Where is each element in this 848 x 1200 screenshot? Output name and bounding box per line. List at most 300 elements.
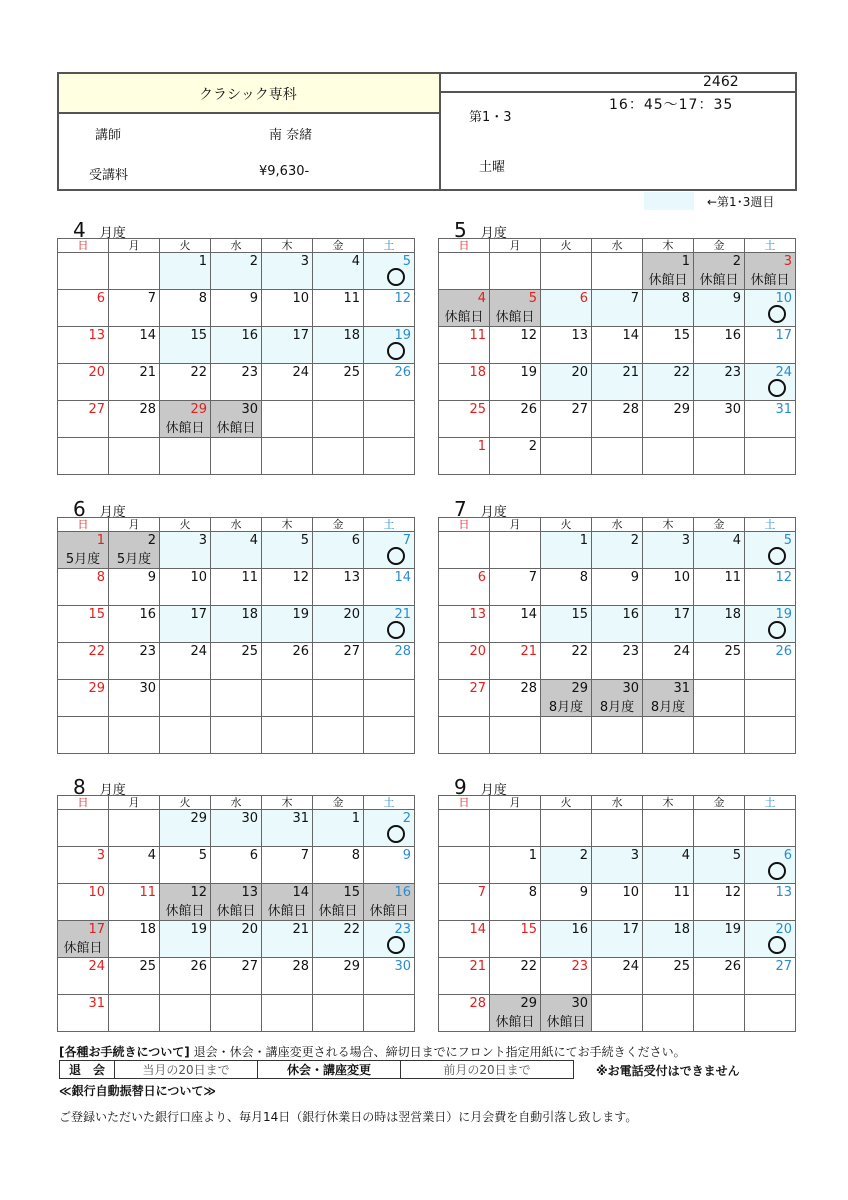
course-header [57,72,797,191]
day-cell [109,995,160,1032]
day-cell [592,606,643,643]
weekday-header: 月 [490,239,541,253]
leave-deadline: 前月の20日まで [401,1061,574,1079]
day-cell [541,606,592,643]
day-number: 17 [775,328,792,343]
weekday-header: 木 [262,796,313,810]
day-cell [745,810,796,847]
day-number: 7 [147,291,156,306]
day-cell [694,327,745,364]
weekday-header: 土 [364,796,415,810]
day-note: 休館日 [165,904,205,919]
day-number: 17 [190,607,207,622]
day-number: 7 [402,533,411,548]
lesson-circle-icon [387,825,405,843]
weekday-header: 木 [643,239,694,253]
day-number: 5 [732,848,741,863]
lesson-circle-icon [768,862,786,880]
day-cell [364,327,415,364]
day-number: 24 [292,365,309,380]
day-number: 18 [724,607,741,622]
day-cell [211,364,262,401]
day-number: 4 [351,254,360,269]
day-cell [160,327,211,364]
day-cell [439,643,490,680]
day-number: 28 [469,996,486,1011]
day-number: 4 [477,291,486,306]
day-cell [439,327,490,364]
procedures-line [59,1043,686,1060]
day-number: 11 [241,570,258,585]
day-cell [745,290,796,327]
month-title: 8 月度 [73,775,126,799]
weekday-header: 日 [439,518,490,532]
day-note: 休館日 [165,421,205,436]
legend-text: ←第1･3週目 [707,195,775,209]
day-cell [160,569,211,606]
day-cell [694,847,745,884]
day-cell [160,847,211,884]
withdraw-deadline: 当月の20日まで [115,1061,258,1079]
day-cell [160,995,211,1032]
calendar-grid [438,517,796,754]
day-cell [58,290,109,327]
day-cell [160,438,211,475]
day-number: 9 [147,570,156,585]
day-cell [160,884,211,921]
day-cell [592,569,643,606]
day-number: 19 [394,328,411,343]
day-number: 3 [630,848,639,863]
day-cell [58,327,109,364]
day-number: 10 [88,885,105,900]
day-cell [592,643,643,680]
day-cell [694,532,745,569]
weekday-header: 水 [211,518,262,532]
day-number: 22 [673,365,690,380]
day-note: 休館日 [699,273,739,288]
day-cell [643,438,694,475]
day-number: 1 [579,533,588,548]
day-number: 30 [241,811,258,826]
day-number: 1 [198,254,207,269]
day-cell [694,921,745,958]
day-cell [211,847,262,884]
day-cell [694,401,745,438]
day-number: 1 [477,439,486,454]
day-number: 13 [88,328,105,343]
day-cell [262,884,313,921]
day-cell [745,995,796,1032]
day-number: 11 [139,885,156,900]
day-cell [313,810,364,847]
day-cell [211,884,262,921]
day-number: 15 [343,885,360,900]
day-number: 1 [681,254,690,269]
day-number: 29 [190,811,207,826]
day-number: 31 [88,996,105,1011]
weekday-header: 金 [694,518,745,532]
day-note: 休館日 [444,310,484,325]
day-cell [490,438,541,475]
weekday-header: 水 [592,518,643,532]
day-number: 10 [292,291,309,306]
day-number: 4 [249,533,258,548]
day-cell [211,717,262,754]
day-number: 13 [241,885,258,900]
day-cell [364,401,415,438]
day-cell [160,643,211,680]
day-cell [262,327,313,364]
day-cell [541,958,592,995]
day-number: 19 [520,365,537,380]
weekday-header: 月 [490,796,541,810]
day-cell [160,717,211,754]
weekday-header: 金 [313,518,364,532]
day-number: 8 [351,848,360,863]
calendar-grid [57,238,415,475]
day-cell [211,680,262,717]
day-number: 28 [520,681,537,696]
day-cell [262,569,313,606]
day-cell [490,680,541,717]
day-cell [313,847,364,884]
day-number: 11 [724,570,741,585]
course-weeks: 第1・3 [469,110,512,125]
day-cell [262,995,313,1032]
day-cell [364,364,415,401]
day-number: 12 [292,570,309,585]
day-cell [745,438,796,475]
day-cell [364,884,415,921]
day-number: 20 [775,922,792,937]
day-cell [364,958,415,995]
day-cell [109,290,160,327]
day-number: 29 [190,402,207,417]
day-note: 休館日 [750,273,790,288]
day-number: 6 [579,291,588,306]
day-cell [262,438,313,475]
day-cell [490,327,541,364]
day-cell [592,958,643,995]
day-cell [694,438,745,475]
day-cell [109,569,160,606]
lesson-circle-icon [387,342,405,360]
day-number: 7 [477,885,486,900]
day-number: 24 [673,644,690,659]
day-cell [592,327,643,364]
weekday-header: 土 [745,518,796,532]
day-number: 25 [241,644,258,659]
fee-label: 受講料 [89,168,129,183]
day-cell [643,364,694,401]
day-cell [592,884,643,921]
day-number: 17 [88,922,105,937]
day-cell [490,606,541,643]
day-cell [541,532,592,569]
day-number: 15 [190,328,207,343]
lesson-circle-icon [387,547,405,565]
day-cell [211,438,262,475]
day-number: 27 [775,959,792,974]
day-number: 19 [775,607,792,622]
day-cell [439,810,490,847]
day-cell [211,290,262,327]
month-title: 5 月度 [454,218,507,242]
weekday-header: 金 [313,796,364,810]
day-cell [541,327,592,364]
day-note: 5月度 [65,552,101,567]
day-cell [643,253,694,290]
day-cell [439,606,490,643]
day-cell [694,364,745,401]
day-number: 18 [469,365,486,380]
day-number: 7 [300,848,309,863]
day-cell [541,643,592,680]
day-number: 14 [622,328,639,343]
day-number: 31 [775,402,792,417]
day-cell [58,921,109,958]
day-cell [745,921,796,958]
day-cell [439,995,490,1032]
day-cell [364,680,415,717]
day-number: 16 [394,885,411,900]
day-number: 27 [88,402,105,417]
day-number: 30 [394,959,411,974]
day-cell [109,921,160,958]
day-cell [58,810,109,847]
day-cell [439,921,490,958]
day-cell [364,717,415,754]
day-cell [109,532,160,569]
day-number: 13 [469,607,486,622]
day-cell [313,717,364,754]
day-number: 13 [775,885,792,900]
lesson-circle-icon [768,305,786,323]
procedures-title: [各種お手続きについて] [59,1045,190,1059]
weekday-header: 木 [643,518,694,532]
day-number: 23 [241,365,258,380]
day-cell [592,532,643,569]
day-cell [643,643,694,680]
day-number: 10 [622,885,639,900]
day-number: 9 [732,291,741,306]
day-cell [313,401,364,438]
day-number: 31 [292,811,309,826]
day-cell [592,290,643,327]
day-number: 22 [88,644,105,659]
day-cell [364,290,415,327]
day-number: 29 [88,681,105,696]
day-number: 24 [775,365,792,380]
day-cell [490,995,541,1032]
day-number: 3 [681,533,690,548]
day-cell [592,680,643,717]
day-cell [541,401,592,438]
day-cell [541,847,592,884]
day-cell [439,532,490,569]
day-number: 10 [190,570,207,585]
day-cell [109,958,160,995]
day-number: 21 [139,365,156,380]
day-note: 休館日 [495,310,535,325]
deadline-table [59,1060,574,1079]
day-number: 25 [343,365,360,380]
weekday-header: 金 [313,239,364,253]
day-cell [262,364,313,401]
lesson-circle-icon [387,621,405,639]
day-cell [58,532,109,569]
day-cell [109,606,160,643]
day-cell [109,643,160,680]
weekday-header: 月 [109,796,160,810]
weekday-header: 土 [745,239,796,253]
day-number: 8 [528,885,537,900]
day-number: 2 [528,439,537,454]
weekday-header: 木 [262,239,313,253]
day-number: 8 [579,570,588,585]
day-number: 12 [394,291,411,306]
day-note: 休館日 [495,1015,535,1030]
day-number: 18 [343,328,360,343]
day-cell [211,921,262,958]
weekday-header: 月 [490,518,541,532]
day-cell [745,606,796,643]
day-number: 19 [190,922,207,937]
day-number: 19 [292,607,309,622]
day-cell [541,290,592,327]
day-cell [211,606,262,643]
day-number: 24 [622,959,639,974]
day-cell [109,717,160,754]
day-cell [58,606,109,643]
day-cell [160,606,211,643]
day-number: 1 [96,533,105,548]
lesson-circle-icon [768,936,786,954]
day-cell [58,958,109,995]
day-cell [313,884,364,921]
day-number: 4 [681,848,690,863]
day-number: 28 [394,644,411,659]
day-cell [541,680,592,717]
lesson-circle-icon [768,379,786,397]
weekday-header: 金 [694,239,745,253]
day-cell [160,958,211,995]
day-note: 休館日 [267,904,307,919]
day-cell [490,847,541,884]
day-cell [490,253,541,290]
day-cell [541,921,592,958]
day-cell [262,606,313,643]
day-number: 2 [630,533,639,548]
day-note: 休館日 [216,421,256,436]
day-number: 21 [469,959,486,974]
day-cell [643,884,694,921]
day-number: 15 [88,607,105,622]
day-number: 22 [571,644,588,659]
day-number: 3 [96,848,105,863]
day-number: 30 [724,402,741,417]
day-number: 11 [343,291,360,306]
day-number: 17 [292,328,309,343]
day-number: 26 [292,644,309,659]
day-cell [694,253,745,290]
weekday-header: 水 [211,239,262,253]
day-cell [439,253,490,290]
day-number: 3 [198,533,207,548]
day-cell [541,884,592,921]
day-cell [490,717,541,754]
day-number: 22 [190,365,207,380]
day-number: 2 [732,254,741,269]
day-cell [592,717,643,754]
lesson-circle-icon [768,621,786,639]
day-number: 5 [300,533,309,548]
day-number: 12 [520,328,537,343]
weekday-header: 日 [58,518,109,532]
day-cell [313,643,364,680]
day-number: 22 [343,922,360,937]
day-cell [541,364,592,401]
day-number: 19 [724,922,741,937]
day-cell [439,364,490,401]
day-cell [211,958,262,995]
day-number: 16 [724,328,741,343]
day-number: 14 [520,607,537,622]
day-number: 22 [520,959,537,974]
day-cell [211,327,262,364]
day-cell [643,569,694,606]
day-cell [439,884,490,921]
day-cell [160,364,211,401]
day-number: 17 [622,922,639,937]
weekday-header: 火 [541,518,592,532]
day-cell [58,847,109,884]
day-number: 2 [249,254,258,269]
day-number: 10 [775,291,792,306]
day-number: 16 [139,607,156,622]
day-cell [109,438,160,475]
day-number: 21 [622,365,639,380]
course-code: 2462 [703,74,739,90]
week-legend [644,192,794,210]
day-number: 21 [520,644,537,659]
day-number: 8 [681,291,690,306]
day-number: 26 [775,644,792,659]
day-cell [58,884,109,921]
day-cell [262,643,313,680]
day-cell [58,680,109,717]
day-cell [109,810,160,847]
day-number: 29 [673,402,690,417]
day-cell [745,643,796,680]
day-cell [643,717,694,754]
weekday-header: 火 [541,239,592,253]
day-cell [643,921,694,958]
withdraw-label: 退 会 [60,1061,115,1079]
day-cell [364,438,415,475]
day-cell [262,847,313,884]
day-cell [592,438,643,475]
day-cell [439,290,490,327]
day-cell [211,253,262,290]
day-number: 2 [402,811,411,826]
day-number: 6 [249,848,258,863]
day-number: 26 [190,959,207,974]
day-cell [313,364,364,401]
day-cell [160,532,211,569]
day-cell [58,364,109,401]
